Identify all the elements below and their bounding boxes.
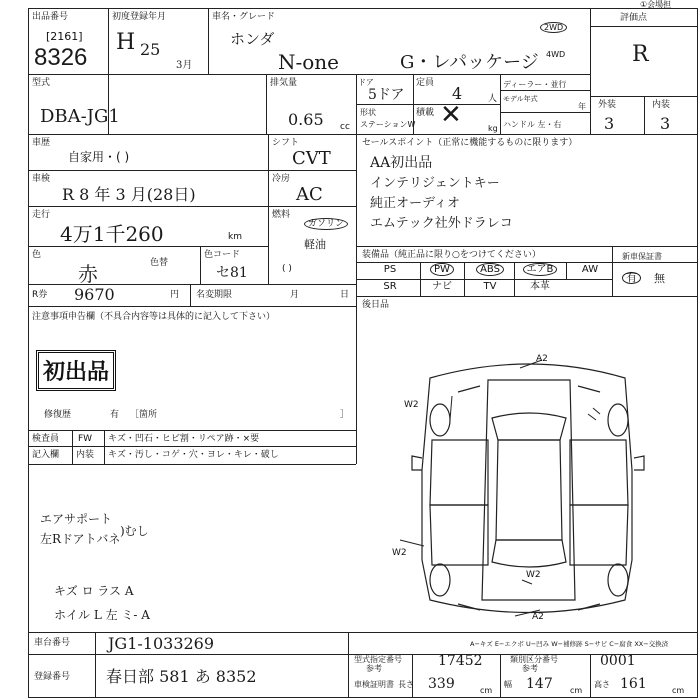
note-line: エアサポート xyxy=(40,512,113,526)
divider xyxy=(28,464,356,465)
fuel-paren: ( ) xyxy=(282,264,292,274)
divider xyxy=(208,8,209,74)
capacity-value: 4 xyxy=(452,84,463,103)
divider xyxy=(356,104,500,105)
color-code-value: セ81 xyxy=(216,265,248,281)
color-value: 赤 xyxy=(78,262,98,286)
sales-label: セールスポイント（正常に機能するものに限ります） xyxy=(362,138,578,148)
displacement-label: 排気量 xyxy=(270,78,298,88)
first-listing-stamp: 初出品 xyxy=(36,350,116,391)
divider xyxy=(266,74,267,134)
fuel-diesel: 軽油 xyxy=(304,238,326,251)
note-line: ホイル L 左 ミ- A xyxy=(54,608,150,622)
recycle-value: 9670 xyxy=(74,285,115,304)
length-value: 339 xyxy=(428,676,455,692)
equip-ps: PS xyxy=(383,264,397,275)
note-line: キズ ロ ラス A xyxy=(54,584,134,598)
lot-number: 8326 xyxy=(34,44,88,71)
divider xyxy=(200,246,201,284)
fuel-gas: ガソリン xyxy=(304,218,348,230)
class-label: 類別区分番号 xyxy=(510,655,558,664)
divider xyxy=(500,654,501,698)
place-label: ①会場担 xyxy=(640,0,672,9)
divider xyxy=(566,262,567,279)
divider xyxy=(28,206,356,207)
damage-mark: W2 xyxy=(392,548,407,558)
chassis-value: JG1-1033269 xyxy=(108,634,215,653)
class-value: 0001 xyxy=(600,653,636,669)
height-value: 161 xyxy=(620,676,647,692)
capacity-label: 定員 xyxy=(416,78,435,88)
fw-items: キズ・凹石・ヒビ割・リペア跡・×要 xyxy=(108,434,260,444)
equip-aw: AW xyxy=(581,264,599,275)
load-label: 積載 xyxy=(416,108,435,118)
reg-value: 春日部 581 あ 8352 xyxy=(106,667,257,686)
car-name-label: 車名・グレード xyxy=(212,12,276,22)
divider xyxy=(612,246,613,296)
type-label: 型式 xyxy=(32,78,51,88)
divider xyxy=(268,134,269,284)
ac-value: AC xyxy=(296,184,323,205)
divider xyxy=(28,430,356,431)
exterior-label: 外装 xyxy=(598,100,617,110)
type-spec-value: 17452 xyxy=(438,653,483,669)
door-value: 5ドア xyxy=(368,87,405,103)
mileage-value: 4万1千260 xyxy=(60,222,164,246)
name-change-label: 名変期限 xyxy=(196,290,233,300)
door-label: ドア xyxy=(358,78,374,87)
model-name: N-one xyxy=(278,50,340,74)
divider xyxy=(28,654,348,655)
note-line: 左Rドアトバネ xyxy=(40,532,121,546)
height-label: 高さ xyxy=(594,680,610,689)
type-value: DBA-JG1 xyxy=(40,106,120,127)
damage-mark: W2 xyxy=(526,570,541,580)
divider xyxy=(356,296,698,297)
lot-sub: [2161] xyxy=(46,30,83,43)
interior-label: 内装 xyxy=(652,100,671,110)
equipment-label: 装備品（純正品に限り○をつけてください） xyxy=(362,250,541,260)
damage-mark: A2 xyxy=(536,354,548,364)
first-reg-year: 25 xyxy=(140,40,161,59)
type-spec-label: 型式指定番号 xyxy=(354,655,402,664)
history-value: 自家用・( ) xyxy=(68,150,130,164)
eval-value: R xyxy=(632,42,649,67)
maker: ホンダ xyxy=(230,30,275,48)
entry-label: 記入欄 xyxy=(32,450,60,460)
handle-label: ハンドル 左・右 xyxy=(503,120,562,129)
first-reg-label: 初度登録年月 xyxy=(112,12,167,22)
divider xyxy=(412,654,413,698)
inspection-label: 車検 xyxy=(32,174,51,184)
repair-value: 有 xyxy=(110,410,120,420)
sales-point: インテリジェントキー xyxy=(370,176,500,191)
new-warranty-label: 新車保証書 xyxy=(622,252,662,261)
length-label: 長さ xyxy=(398,680,414,689)
cm-unit: cm xyxy=(570,686,583,695)
warranty-no: 無 xyxy=(654,272,665,285)
equip-sr: SR xyxy=(383,281,397,292)
mileage-label: 走行 xyxy=(32,210,51,220)
divider xyxy=(356,306,357,464)
interior-items: キズ・汚し・コゲ・穴・ヨレ・キレ・破し xyxy=(108,450,279,460)
divider xyxy=(28,134,698,135)
shift-label: シフト xyxy=(272,138,300,148)
divider xyxy=(420,262,421,296)
damage-mark: W2 xyxy=(404,400,419,410)
divider xyxy=(500,112,590,113)
shift-value: CVT xyxy=(292,148,331,169)
shape-label: 形状 xyxy=(360,108,376,117)
diagram-legend: A−キズ E−エクボ U−凹み W−補修跡 S−サビ C−腐食 XX−交換済 xyxy=(470,640,669,648)
equip-leather: 本革 xyxy=(530,281,550,292)
model-year-label: モデル年式 xyxy=(503,95,538,103)
fw-label: FW xyxy=(78,434,93,444)
fuel-label: 燃料 xyxy=(272,210,291,220)
interior-value: 3 xyxy=(660,114,671,133)
divider xyxy=(104,430,105,464)
equip-navi: ナビ xyxy=(432,281,452,292)
divider xyxy=(28,446,356,447)
divider xyxy=(644,96,645,134)
repair-place: ［箇所 xyxy=(130,410,158,420)
note-line: )むし xyxy=(120,524,149,538)
divider xyxy=(464,262,465,296)
divider xyxy=(500,74,501,134)
cm-unit: cm xyxy=(672,686,685,695)
chassis-label: 車台番号 xyxy=(34,638,71,648)
repair-label: 修復歴 xyxy=(44,410,72,420)
first-reg-month: 3月 xyxy=(176,60,193,71)
interior-inspect-label: 内装 xyxy=(76,450,95,460)
eval-label: 評価点 xyxy=(620,13,648,23)
retrofit-label: 後日品 xyxy=(362,300,390,310)
damage-mark: A2 xyxy=(532,612,544,622)
color-code-label: 色コード xyxy=(204,250,241,260)
exterior-value: 3 xyxy=(604,114,615,133)
divider xyxy=(28,632,698,633)
divider xyxy=(356,246,698,247)
drive-2wd: 2WD xyxy=(540,22,567,33)
divider xyxy=(28,306,356,307)
grade: G・レパッケージ xyxy=(400,52,539,73)
divider xyxy=(95,632,96,698)
reg-label: 登録番号 xyxy=(34,672,71,682)
history-label: 車歴 xyxy=(32,138,51,148)
ref-label: 参考 xyxy=(366,664,382,673)
model-year-unit: 年 xyxy=(578,102,586,111)
load-crossed: ✕ xyxy=(440,100,462,130)
width-value: 147 xyxy=(526,676,553,692)
divider xyxy=(348,632,349,698)
lot-label: 出品番号 xyxy=(32,12,69,22)
divider xyxy=(590,654,591,698)
notes-label: 注意事項申告欄（不具合内容等は具体的に記入して下さい） xyxy=(32,312,276,322)
recycle-unit: 円 xyxy=(170,290,180,300)
equip-tv: TV xyxy=(483,281,497,292)
displacement-value: 0.65 xyxy=(288,110,324,129)
divider xyxy=(28,170,356,171)
color-change-label: 色替 xyxy=(150,258,169,268)
sales-point: エムテック社外ドラレコ xyxy=(370,216,513,231)
equip-abs: ABS xyxy=(476,263,504,276)
load-unit: kg xyxy=(488,124,498,133)
capacity-unit: 人 xyxy=(488,94,498,104)
drive-4wd: 4WD xyxy=(546,50,566,59)
divider xyxy=(28,74,590,75)
mileage-unit: km xyxy=(228,232,242,242)
divider xyxy=(72,430,73,464)
divider xyxy=(514,262,515,296)
sales-point: AA初出品 xyxy=(370,155,433,171)
inspection-value: R 8 年 3 月(28日) xyxy=(62,185,196,204)
ac-label: 冷房 xyxy=(272,174,291,184)
name-change-day: 日 xyxy=(340,290,350,300)
divider xyxy=(500,90,590,91)
cm-unit: cm xyxy=(480,686,493,695)
color-label: 色 xyxy=(32,250,42,260)
sales-point: 純正オーディオ xyxy=(370,196,460,211)
width-label: 幅 xyxy=(504,680,512,689)
recycle-label: R券 xyxy=(32,290,48,300)
equip-airbag: エアB xyxy=(523,263,558,276)
name-change-month: 月 xyxy=(290,290,300,300)
divider xyxy=(356,134,357,306)
inspector-label: 検査員 xyxy=(32,434,60,444)
equip-pw: PW xyxy=(430,263,454,276)
dealer-label: ディーラー・並行 xyxy=(503,80,567,89)
warranty-yes: 有 xyxy=(622,272,641,284)
ref-label-2: 参考 xyxy=(522,664,538,673)
repair-close: ］ xyxy=(340,410,350,420)
displacement-unit: cc xyxy=(340,122,350,132)
divider xyxy=(190,284,191,306)
cert-label: 車検証明書 xyxy=(354,680,394,689)
divider xyxy=(590,26,698,27)
first-reg-era: H xyxy=(116,30,136,55)
shape-value: ステーションW xyxy=(360,120,416,129)
